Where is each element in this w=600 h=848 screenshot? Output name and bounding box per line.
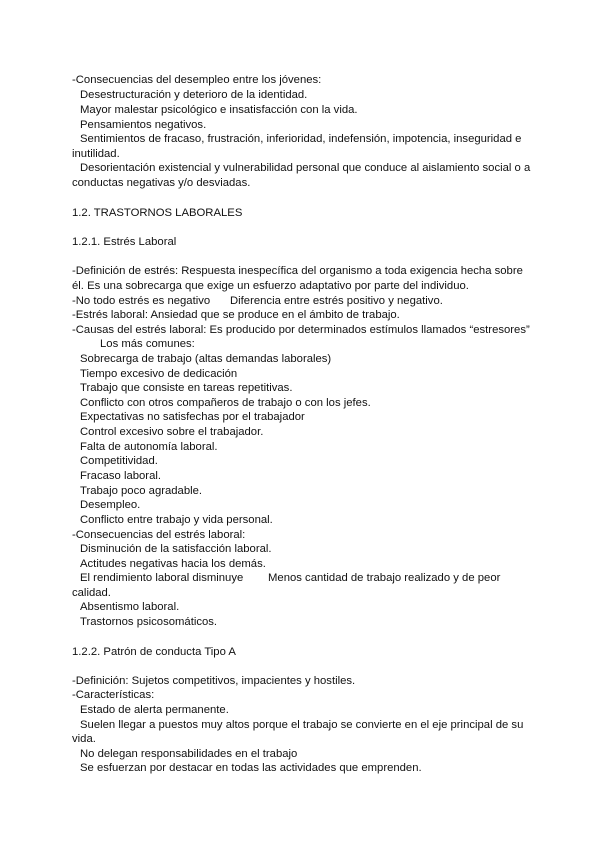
list-item: Competitividad. [80,455,158,467]
definition-line: -Definición de estrés: Respuesta inespecífica del organismo a toda exigencia hecha sobre [72,265,523,277]
list-item-continuation: conductas negativas y/o desviadas. [72,177,251,189]
list-item: Sentimientos de fracaso, frustración, inferioridad, indefensión, impotencia, inseguridad e [80,133,522,145]
list-item: Trabajo que consiste en tareas repetitivas. [80,382,293,394]
rendimiento-consequence: Menos cantidad de trabajo realizado y de peor [268,572,501,584]
list-item: Desempleo. [80,499,141,511]
list-item: Trabajo poco agradable. [80,485,203,497]
diferencia-estres: Diferencia entre estrés positivo y negativo. [230,295,443,307]
tipo-a-characteristics-heading: -Características: [72,689,155,701]
list-item: Desestructuración y deterioro de la identidad. [80,89,308,101]
list-item: Disminución de la satisfacción laboral. [80,543,272,555]
estres-laboral-line: -Estrés laboral: Ansiedad que se produce en el ámbito de trabajo. [72,309,400,321]
no-todo-estres: -No todo estrés es negativo [72,295,211,307]
list-item: Pensamientos negativos. [80,119,207,131]
list-item: Tiempo excesivo de dedicación [80,368,238,380]
list-item: Desorientación existencial y vulnerabilidad personal que conduce al aislamiento social o a [80,162,531,174]
list-item: No delegan responsabilidades en el trabajo [80,748,298,760]
list-item: Se esfuerzan por destacar en todas las actividades que emprenden. [80,762,422,774]
consecuencias-heading: -Consecuencias del estrés laboral: [72,529,246,541]
causas-line: -Causas del estrés laboral: Es producido por determinados estímulos llamados “estresores” [72,324,530,336]
list-item: Conflicto con otros compañeros de trabajo o con los jefes. [80,397,371,409]
section-heading: -Consecuencias del desempleo entre los jóvenes: [72,74,322,86]
list-item: Falta de autonomía laboral. [80,441,218,453]
list-item: Absentismo laboral. [80,601,180,613]
list-item: Control excesivo sobre el trabajador. [80,426,264,438]
list-item: Mayor malestar psicológico e insatisfacción con la vida. [80,104,358,116]
list-item: Suelen llegar a puestos muy altos porque el trabajo se convierte en el eje principal de su [80,719,524,731]
list-item-continuation: inutilidad. [72,148,120,160]
mas-comunes: Los más comunes: [100,338,195,350]
tipo-a-definition: -Definición: Sujetos competitivos, impacientes y hostiles. [72,675,356,687]
list-item-continuation: calidad. [72,587,111,599]
list-item: Sobrecarga de trabajo (altas demandas laborales) [80,353,332,365]
rendimiento-line: El rendimiento laboral disminuye [80,572,244,584]
list-item: Fracaso laboral. [80,470,161,482]
heading-1-2-2: 1.2.2. Patrón de conducta Tipo A [72,646,236,658]
list-item: Expectativas no satisfechas por el trabajador [80,411,305,423]
heading-1-2-1: 1.2.1. Estrés Laboral [72,236,177,248]
definition-line: él. Es una sobrecarga que exige un esfuerzo adaptativo por parte del individuo. [72,280,469,292]
list-item: Estado de alerta permanente. [80,704,229,716]
list-item: Conflicto entre trabajo y vida personal. [80,514,273,526]
list-item: Actitudes negativas hacia los demás. [80,558,266,570]
list-item: Trastornos psicosomáticos. [80,616,218,628]
heading-1-2: 1.2. TRASTORNOS LABORALES [72,207,243,219]
list-item-continuation: vida. [72,733,96,745]
